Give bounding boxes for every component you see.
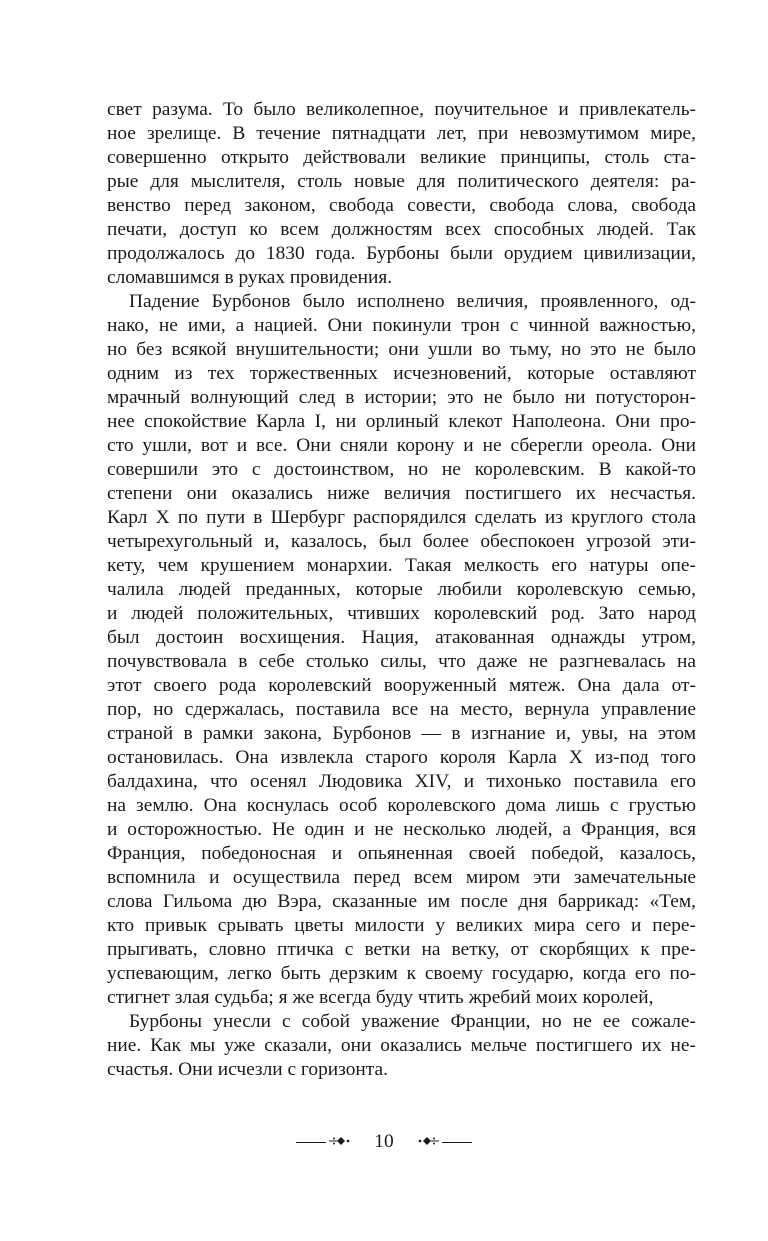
text-line: балдахина, что осенял Людовика XIV, и тихонько поставила его: [107, 771, 696, 792]
text-line: степени они оказались ниже величия постигшего их несчастья.: [107, 483, 696, 504]
text-line: этот своего рода королевский вооруженный мятеж. Она дала от-: [107, 675, 696, 696]
paragraph-2: [107, 290, 696, 1010]
text-line: остановилась. Она извлекла старого короля Карла X из-под того: [107, 747, 696, 768]
text-line: на землю. Она коснулась особ королевского дома лишь с грустью: [107, 795, 696, 816]
floral-ornament-icon: [417, 1136, 439, 1146]
text-line: рые для мыслителя, столь новые для политического деятеля: ра-: [107, 171, 696, 192]
text-line: нее спокойствие Карла I, ни орлиный клекот Наполеона. Они про-: [107, 411, 696, 432]
text-line: вспомнила и осуществила перед всем миром эти замечательные: [107, 867, 696, 888]
text-line: свет разума. То было великолепное, поучительное и привлекатель-: [107, 99, 696, 120]
text-line: совершили это с достоинством, но не королевским. В какой-то: [107, 459, 696, 480]
floral-ornament-icon: [329, 1136, 351, 1146]
text-line: успевающим, легко быть дерзким к своему государю, когда его по-: [107, 963, 696, 984]
text-line: продолжалось до 1830 года. Бурбоны были орудием цивилизации,: [107, 243, 696, 264]
text-line: почувствовала в себе столько силы, что даже не разгневалась на: [107, 651, 696, 672]
page-number: 10: [374, 1131, 394, 1152]
text-line: ние. Как мы уже сказали, они оказались мельче постигшего их не-: [107, 1035, 696, 1056]
text-line: чалила людей преданных, которые любили королевскую семью,: [107, 579, 696, 600]
text-line: пор, но сдержалась, поставила все на место, вернула управление: [107, 699, 696, 720]
text-line: венство перед законом, свобода совести, свобода слова, свобода: [107, 195, 696, 216]
page-body: [107, 98, 696, 1082]
paragraph-1: [107, 98, 696, 290]
text-line: мрачный волнующий след в истории; это не было ни потусторон-: [107, 387, 696, 408]
text-line: печати, доступ ко всем должностям всех способных людей. Так: [107, 219, 696, 240]
text-line: счастья. Они исчезли с горизонта.: [107, 1059, 388, 1080]
text-line: и людей положительных, чтивших королевский род. Зато народ: [107, 603, 696, 624]
footer-rule-right: [442, 1142, 472, 1143]
text-line: прыгивать, словно птичка с ветки на ветку, от скорбящих к пре-: [107, 939, 696, 960]
text-line: одним из тех торжественных исчезновений, которые оставляют: [107, 363, 696, 384]
footer-rule-left: [296, 1142, 326, 1143]
text-line: Карл X по пути в Шербург распорядился сделать из круглого стола: [107, 507, 696, 528]
paragraph-3: [107, 1010, 696, 1082]
text-line: но без всякой внушительности; они ушли во тьму, но это не было: [107, 339, 696, 360]
text-line: совершенно открыто действовали великие принципы, столь ста-: [107, 147, 696, 168]
text-line: и осторожностью. Не один и не несколько людей, а Франция, вся: [107, 819, 696, 840]
floral-ornament-icon: [417, 1134, 439, 1150]
text-line: стигнет злая судьба; я же всегда буду чтить жребий моих королей,: [107, 987, 654, 1008]
text-line: кто привык срывать цветы милости у великих мира сего и пере-: [107, 915, 696, 936]
text-line: Бурбоны унесли с собой уважение Франции, но не ее сожале-: [129, 1011, 696, 1032]
page-footer: [0, 1128, 768, 1156]
text-line: Франция, победоносная и опьяненная своей победой, казалось,: [107, 843, 696, 864]
text-line: Падение Бурбонов было исполнено величия, проявленного, од-: [129, 291, 696, 312]
text-line: был достоин восхищения. Нация, атакованная однажды утром,: [107, 627, 696, 648]
text-line: сломавшимся в руках провидения.: [107, 267, 393, 288]
text-line: четырехугольный и, казалось, был более обеспокоен угрозой эти-: [107, 531, 696, 552]
text-line: слова Гильома дю Вэра, сказанные им после дня баррикад: «Тем,: [107, 891, 696, 912]
text-line: сто ушли, вот и все. Они сняли корону и не сберегли ореола. Они: [107, 435, 696, 456]
text-line: страной в рамки закона, Бурбонов — в изгнание и, увы, на этом: [107, 723, 696, 744]
text-line: кету, чем крушением монархии. Такая мелкость его натуры опе-: [107, 555, 696, 576]
text-line: нако, не ими, а нацией. Они покинули трон с чинной важностью,: [107, 315, 696, 336]
text-line: ное зрелище. В течение пятнадцати лет, при невозмутимом мире,: [107, 123, 696, 144]
floral-ornament-icon: [329, 1134, 351, 1150]
